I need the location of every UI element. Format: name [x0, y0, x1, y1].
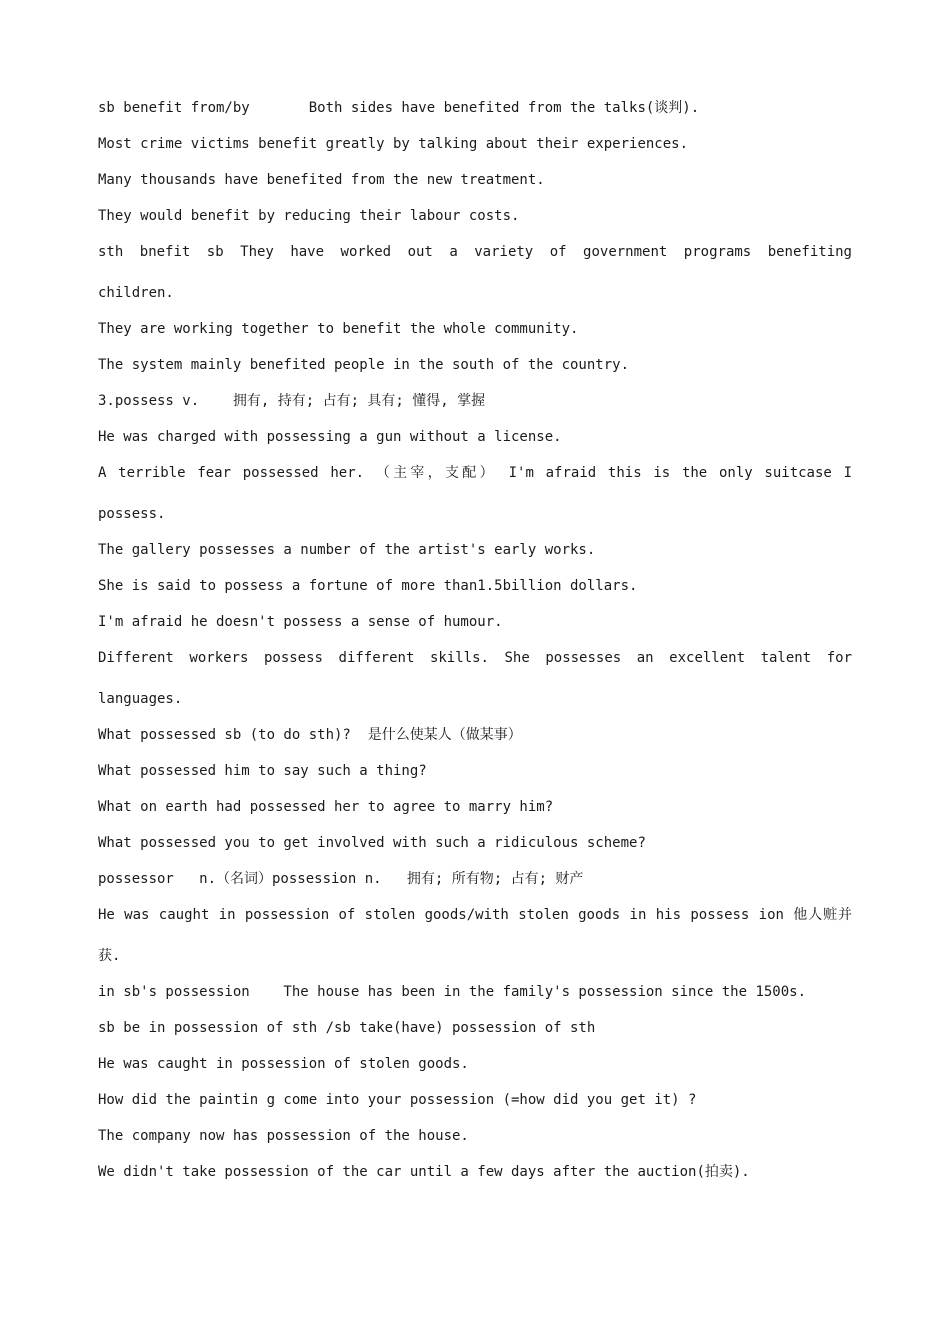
text-line: possessor n.（名词）possession n. 拥有; 所有物; 占有; 财产 [98, 871, 584, 887]
text-line: What on earth had possessed her to agree to marry him? [98, 799, 554, 815]
text-line: The company now has possession of the house. [98, 1128, 469, 1144]
text-line: The system mainly benefited people in the south of the country. [98, 357, 630, 373]
text-line: languages. [98, 691, 183, 707]
text-line: A terrible fear possessed her. （主宰，支配） I'm afraid this is the only suitcase I [98, 465, 852, 481]
text-line: children. [98, 285, 174, 301]
text-line: possess. [98, 506, 166, 522]
text-line: sb benefit from/by Both sides have benefited from the talks(谈判). [98, 100, 700, 116]
text-line: What possessed you to get involved with such a ridiculous scheme? [98, 835, 646, 851]
text-line: Most crime victims benefit greatly by talking about their experiences. [98, 136, 689, 152]
text-line: sb be in possession of sth /sb take(have) possession of sth [98, 1020, 596, 1036]
text-line: 获. [98, 948, 121, 964]
text-line: Many thousands have benefited from the new treatment. [98, 172, 545, 188]
text-line: What possessed him to say such a thing? [98, 763, 427, 779]
text-line: How did the paintin g come into your possession (=how did you get it) ? [98, 1092, 697, 1108]
document-body [98, 97, 852, 1197]
text-line: He was caught in possession of stolen goods/with stolen goods in his possess ion 他人赃并 [98, 907, 852, 923]
text-line: He was charged with possessing a gun without a license. [98, 429, 562, 445]
text-line: The gallery possesses a number of the artist's early works. [98, 542, 596, 558]
text-line: She is said to possess a fortune of more than1.5billion dollars. [98, 578, 638, 594]
text-line: He was caught in possession of stolen goods. [98, 1056, 469, 1072]
text-line: What possessed sb (to do sth)? 是什么使某人（做某事） [98, 727, 522, 743]
text-line: Different workers possess different skills. She possesses an excellent talent for [98, 650, 852, 666]
text-line: They are working together to benefit the whole community. [98, 321, 579, 337]
text-line: sth bnefit sb They have worked out a variety of government programs benefiting [98, 244, 852, 260]
text-line: in sb's possession The house has been in the family's possession since the 1500s. [98, 984, 807, 1000]
text-line: They would benefit by reducing their labour costs. [98, 208, 520, 224]
text-line: 3.possess v. 拥有, 持有; 占有; 具有; 懂得, 掌握 [98, 393, 486, 409]
text-line: We didn't take possession of the car until a few days after the auction(拍卖). [98, 1164, 750, 1180]
text-line: I'm afraid he doesn't possess a sense of humour. [98, 614, 503, 630]
